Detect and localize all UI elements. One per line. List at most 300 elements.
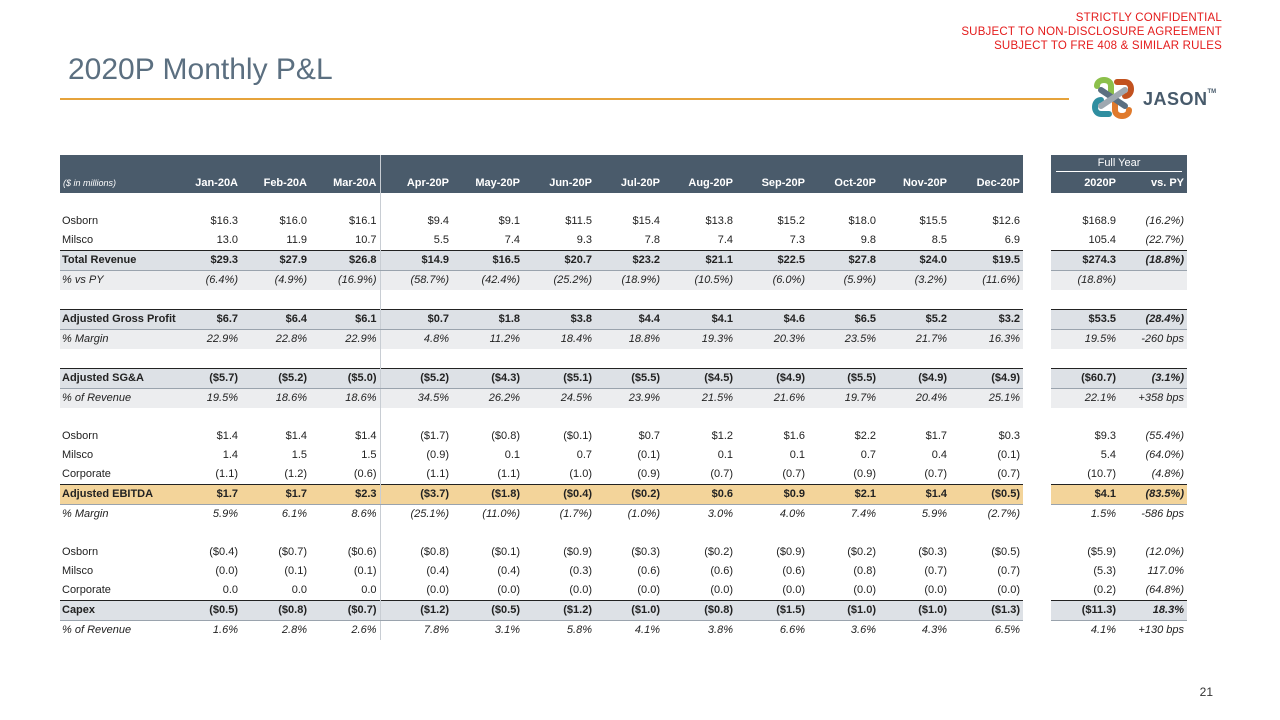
table-cell: (3.2%) [879, 271, 950, 291]
table-cell: $1.6 [783, 430, 805, 442]
confidential-line-3: SUBJECT TO FRE 408 & SIMILAR RULES [994, 40, 1222, 52]
table-cell: $16.5 [452, 251, 523, 271]
table-cell: (0.9) [637, 468, 660, 480]
full-year-value: (10.7) [1087, 468, 1116, 480]
title-underline [60, 98, 1069, 100]
jason-logo [1087, 72, 1227, 124]
table-cell: (1.0) [569, 468, 592, 480]
full-year-value: 19.5% [1051, 330, 1119, 350]
row-label: Milsco [62, 565, 94, 577]
confidential-line-1: STRICTLY CONFIDENTIAL [1075, 12, 1222, 24]
table-cell: $15.4 [632, 215, 660, 227]
table-cell: 9.8 [860, 234, 876, 246]
table-cell: $2.1 [808, 485, 879, 505]
table-cell: $13.8 [705, 215, 733, 227]
table-cell: ($1.0) [808, 601, 879, 621]
table-cell: (11.6%) [950, 271, 1023, 291]
full-year-value: ($5.9) [1087, 546, 1116, 558]
row-label: % of Revenue [60, 389, 184, 409]
table-cell: $4.1 [663, 310, 736, 330]
table-cell: 18.4% [523, 330, 595, 350]
table-row [60, 562, 1187, 581]
table-row [60, 621, 1187, 641]
vs-py-value: +358 bps [1119, 389, 1187, 409]
table-cell: 34.5% [380, 389, 452, 409]
table-cell: 25.1% [950, 389, 1023, 409]
table-cell: $0.3 [998, 430, 1020, 442]
table-cell: 0.1 [717, 449, 733, 461]
column-header-month: Nov-20P [879, 174, 950, 193]
table-cell: ($0.8) [380, 543, 452, 562]
table-cell: $1.8 [452, 310, 523, 330]
table-cell: 21.5% [663, 389, 736, 409]
column-header-month: Jan-20A [184, 174, 241, 193]
table-cell: $0.6 [663, 485, 736, 505]
table-cell: 8.5 [931, 234, 947, 246]
table-cell: 0.7 [860, 449, 876, 461]
table-cell: ($0.5) [991, 546, 1020, 558]
table-cell: $27.9 [241, 251, 310, 271]
table-cell: $1.7 [925, 430, 947, 442]
column-header-month: Jun-20P [523, 174, 595, 193]
table-cell: ($4.3) [452, 369, 523, 389]
table-cell: 19.3% [663, 330, 736, 350]
table-cell: (0.4) [497, 565, 520, 577]
table-cell: $6.5 [808, 310, 879, 330]
table-cell: ($1.0) [595, 601, 663, 621]
table-cell: $29.3 [184, 251, 241, 271]
table-cell: ($5.1) [523, 369, 595, 389]
row-label: % of Revenue [62, 624, 132, 636]
column-header-month: Jul-20P [595, 174, 663, 193]
table-cell: $2.3 [310, 485, 380, 505]
table-cell: (25.2%) [523, 271, 595, 291]
table-row [60, 310, 1187, 330]
table-cell: $27.8 [808, 251, 879, 271]
full-year-group-header [1051, 155, 1187, 174]
table-cell: $9.4 [380, 212, 452, 231]
table-cell: $18.0 [848, 215, 876, 227]
table-cell: ($3.7) [380, 485, 452, 505]
table-cell: (5.9%) [808, 271, 879, 291]
table-cell: (0.0) [497, 584, 520, 596]
table-cell: ($0.5) [452, 601, 523, 621]
table-cell: (0.0) [853, 584, 876, 596]
table-cell: ($0.5) [950, 485, 1023, 505]
table-cell: 6.9 [1004, 234, 1020, 246]
table-cell: ($1.0) [879, 601, 950, 621]
table-cell: ($0.4) [209, 546, 238, 558]
table-header-group-row [60, 155, 1187, 174]
table-cell: 19.7% [808, 389, 879, 409]
vs-py-value: (64.8%) [1145, 584, 1184, 596]
table-cell: ($5.5) [808, 369, 879, 389]
table-cell: ($1.3) [950, 601, 1023, 621]
table-cell: ($0.8) [241, 601, 310, 621]
table-cell: ($0.2) [704, 546, 733, 558]
table-cell: (6.0%) [736, 271, 808, 291]
column-header-month: Mar-20A [310, 174, 380, 193]
table-cell: 23.9% [595, 389, 663, 409]
table-cell: (0.6) [710, 565, 733, 577]
table-cell: (0.0) [924, 584, 947, 596]
table-cell: 3.0% [707, 508, 733, 520]
table-row [60, 505, 1187, 525]
table-cell: 1.6% [212, 624, 238, 636]
vs-py-value: (83.5%) [1119, 485, 1187, 505]
table-cell: ($0.4) [523, 485, 595, 505]
table-cell: 7.4 [504, 234, 520, 246]
table-cell: $15.5 [919, 215, 947, 227]
table-cell: (0.4) [380, 562, 452, 581]
column-header-month: Apr-20P [380, 174, 452, 193]
full-year-value: 1.5% [1090, 508, 1116, 520]
full-year-group-label: Full Year [1056, 157, 1182, 172]
full-year-value: ($11.3) [1051, 601, 1119, 621]
table-cell: 7.3 [789, 234, 805, 246]
full-year-value: $53.5 [1051, 310, 1119, 330]
table-cell: ($0.1) [491, 546, 520, 558]
vs-py-value: (55.4%) [1145, 430, 1184, 442]
table-row [60, 330, 1187, 350]
table-cell: 18.8% [595, 330, 663, 350]
table-cell: $11.5 [565, 215, 592, 227]
table-cell: ($4.9) [879, 369, 950, 389]
table-cell: 18.6% [310, 389, 380, 409]
table-cell: $12.6 [992, 215, 1020, 227]
table-cell: (6.4%) [184, 271, 241, 291]
table-cell: (0.6) [353, 468, 377, 480]
table-cell: $4.4 [595, 310, 663, 330]
table-cell: ($5.7) [184, 369, 241, 389]
row-label: Total Revenue [60, 251, 184, 271]
table-cell: $23.2 [595, 251, 663, 271]
table-cell: ($1.7) [380, 427, 452, 446]
table-cell: 8.6% [351, 508, 377, 520]
table-cell: (11.0%) [482, 508, 520, 520]
table-cell: 4.1% [634, 624, 660, 636]
table-cell: $6.4 [241, 310, 310, 330]
row-label: Adjusted EBITDA [60, 485, 184, 505]
table-row [60, 231, 1187, 251]
table-cell: ($5.5) [595, 369, 663, 389]
full-year-value: ($60.7) [1051, 369, 1119, 389]
table-cell: 1.5 [361, 449, 377, 461]
table-row [60, 581, 1187, 601]
table-cell: 2.6% [351, 624, 377, 636]
table-cell: 5.9% [212, 508, 238, 520]
table-cell: $16.1 [348, 215, 377, 227]
table-cell: (1.2) [284, 468, 307, 480]
column-header-month: Dec-20P [950, 174, 1023, 193]
table-cell: (0.9) [380, 446, 452, 465]
table-cell: 4.0% [779, 508, 805, 520]
table-row [60, 446, 1187, 465]
vs-py-value: (3.1%) [1119, 369, 1187, 389]
table-cell: 4.3% [921, 624, 947, 636]
full-year-value: 4.1% [1090, 624, 1116, 636]
full-year-value: (0.2) [1093, 584, 1116, 596]
confidential-line-2: SUBJECT TO NON-DISCLOSURE AGREEMENT [961, 26, 1222, 38]
table-cell: 18.6% [241, 389, 310, 409]
column-header-full-year: vs. PY [1119, 174, 1187, 193]
table-cell: 2.8% [281, 624, 307, 636]
table-cell: 0.7 [576, 449, 592, 461]
table-cell: 5.9% [921, 508, 947, 520]
row-label: Corporate [62, 468, 111, 480]
table-cell: 0.1 [789, 449, 805, 461]
table-cell: 22.8% [241, 330, 310, 350]
vs-py-value [1119, 271, 1187, 291]
table-cell: 6.1% [281, 508, 307, 520]
table-cell: ($0.3) [918, 546, 947, 558]
table-cell: $19.5 [950, 251, 1023, 271]
table-cell: (0.7) [997, 565, 1020, 577]
table-cell: ($4.5) [663, 369, 736, 389]
table-cell: (25.1%) [380, 505, 452, 525]
row-label: Milsco [62, 234, 94, 246]
full-year-value: 22.1% [1051, 389, 1119, 409]
row-label: % Margin [60, 330, 184, 350]
monthly-pl-table [60, 155, 1187, 640]
table-cell: 26.2% [452, 389, 523, 409]
table-header-row [60, 174, 1187, 193]
table-cell: (1.1) [497, 468, 520, 480]
full-year-value: $274.3 [1051, 251, 1119, 271]
table-cell: $24.0 [879, 251, 950, 271]
table-cell: 22.9% [310, 330, 380, 350]
vs-py-value: +130 bps [1138, 624, 1184, 636]
table-cell: (0.8) [853, 565, 876, 577]
table-cell: 7.8% [380, 621, 452, 641]
table-cell: 23.5% [808, 330, 879, 350]
vs-py-value: -586 bps [1141, 508, 1184, 520]
table-row [60, 601, 1187, 621]
row-label: Adjusted SG&A [60, 369, 184, 389]
table-cell: $1.7 [184, 485, 241, 505]
table-cell: ($0.6) [347, 546, 377, 558]
table-row [60, 485, 1187, 505]
table-cell: $1.4 [216, 430, 238, 442]
table-cell: (0.7) [924, 468, 947, 480]
table-cell: ($1.8) [452, 485, 523, 505]
table-cell: (0.0) [215, 565, 238, 577]
column-header-month: Feb-20A [241, 174, 310, 193]
table-cell: (0.7) [924, 565, 947, 577]
table-cell: $0.7 [380, 310, 452, 330]
table-cell: ($0.7) [278, 546, 307, 558]
table-cell: 19.5% [184, 389, 241, 409]
table-cell: $1.7 [241, 485, 310, 505]
table-cell: 7.4% [850, 508, 876, 520]
table-cell: (2.7%) [987, 508, 1020, 520]
table-cell: 7.8 [644, 234, 660, 246]
table-cell: 11.2% [452, 330, 523, 350]
table-cell: (1.1) [215, 468, 238, 480]
table-cell: ($0.2) [595, 485, 663, 505]
table-cell: $26.8 [310, 251, 380, 271]
table-cell: $6.7 [184, 310, 241, 330]
table-cell: (0.0) [637, 584, 660, 596]
jason-wordmark [1143, 89, 1216, 110]
table-cell: ($0.7) [310, 601, 380, 621]
table-cell: (4.9%) [241, 271, 310, 291]
table-cell: (0.6) [637, 565, 660, 577]
table-row [60, 369, 1187, 389]
vs-py-value: -260 bps [1119, 330, 1187, 350]
table-cell: $6.1 [310, 310, 380, 330]
table-cell: (0.1) [284, 565, 307, 577]
table-cell: (10.5%) [663, 271, 736, 291]
table-cell: 0.1 [504, 449, 520, 461]
full-year-value: $9.3 [1094, 430, 1116, 442]
table-cell: 3.1% [494, 624, 520, 636]
table-cell: (18.9%) [595, 271, 663, 291]
full-year-value: 5.4 [1100, 449, 1116, 461]
page-title: 2020P Monthly P&L [68, 53, 333, 86]
table-cell: $1.4 [285, 430, 307, 442]
table-cell: (0.1) [353, 565, 377, 577]
vs-py-value: (22.7%) [1145, 234, 1184, 246]
table-cell: $22.5 [736, 251, 808, 271]
table-cell: ($0.1) [563, 430, 592, 442]
table-cell: (16.9%) [310, 271, 380, 291]
table-cell: $21.1 [663, 251, 736, 271]
table-cell: $3.8 [523, 310, 595, 330]
table-row [60, 427, 1187, 446]
table-cell: 6.5% [994, 624, 1020, 636]
table-cell: (0.1) [997, 449, 1020, 461]
table-cell: (0.7) [782, 468, 805, 480]
row-label: % Margin [62, 508, 109, 520]
table-cell: $15.2 [777, 215, 805, 227]
table-cell: $1.4 [879, 485, 950, 505]
table-cell: 3.8% [707, 624, 733, 636]
table-cell: 1.5 [291, 449, 307, 461]
table-cell: $1.2 [711, 430, 733, 442]
table-cell: ($5.2) [241, 369, 310, 389]
table-cell: 0.4 [931, 449, 947, 461]
table-cell: (58.7%) [380, 271, 452, 291]
full-year-value: $168.9 [1082, 215, 1116, 227]
spacer-row [60, 408, 1187, 427]
table-cell: ($0.9) [563, 546, 592, 558]
row-label: Adjusted Gross Profit [60, 310, 184, 330]
table-cell: $1.4 [355, 430, 377, 442]
table-cell: 4.8% [380, 330, 452, 350]
table-cell: 20.3% [736, 330, 808, 350]
table-cell: ($0.8) [663, 601, 736, 621]
full-year-value: (18.8%) [1051, 271, 1119, 291]
table-cell: (0.0) [380, 581, 452, 601]
table-cell: ($0.5) [184, 601, 241, 621]
table-cell: 0.0 [291, 584, 307, 596]
table-cell: 21.6% [736, 389, 808, 409]
table-cell: $14.9 [380, 251, 452, 271]
table-row [60, 212, 1187, 231]
vs-py-value: (28.4%) [1119, 310, 1187, 330]
table-cell: ($0.2) [847, 546, 876, 558]
table-cell: 9.3 [576, 234, 592, 246]
confidentiality-notice [961, 11, 1222, 53]
table-cell: ($0.8) [491, 430, 520, 442]
table-cell: ($4.9) [950, 369, 1023, 389]
column-header-month: Sep-20P [736, 174, 808, 193]
table-cell: (1.1) [380, 465, 452, 485]
table-cell: (0.0) [569, 584, 592, 596]
table-cell: (0.0) [997, 584, 1020, 596]
column-header-full-year: 2020P [1051, 174, 1119, 193]
column-header-month: May-20P [452, 174, 523, 193]
table-cell: ($0.9) [776, 546, 805, 558]
trademark-symbol: TM [1207, 89, 1217, 95]
table-cell: 5.5 [380, 231, 452, 251]
column-header-month: Aug-20P [663, 174, 736, 193]
table-cell: ($0.3) [631, 546, 660, 558]
vs-py-value: (12.0%) [1145, 546, 1184, 558]
spacer-row [60, 193, 1187, 212]
table-cell: $16.3 [210, 215, 238, 227]
table-body [60, 193, 1187, 640]
table-row [60, 251, 1187, 271]
table-row [60, 271, 1187, 291]
table-cell: $9.1 [498, 215, 520, 227]
table-row [60, 543, 1187, 562]
full-year-value: (5.3) [1093, 565, 1116, 577]
table-cell: (0.7) [997, 468, 1020, 480]
table-cell: ($5.0) [310, 369, 380, 389]
table-cell: $5.2 [879, 310, 950, 330]
table-cell: (0.3) [569, 565, 592, 577]
row-label: Milsco [62, 449, 94, 461]
table-cell: (0.0) [782, 584, 805, 596]
row-label: % vs PY [60, 271, 184, 291]
spacer-row [60, 349, 1187, 369]
table-cell: $0.9 [736, 485, 808, 505]
spacer-row [60, 290, 1187, 310]
table-cell: ($1.2) [380, 601, 452, 621]
spacer-row [60, 524, 1187, 543]
table-cell: 20.4% [879, 389, 950, 409]
table-cell: (0.0) [710, 584, 733, 596]
table-cell: $0.7 [638, 430, 660, 442]
table-cell: ($1.2) [523, 601, 595, 621]
row-label: Osborn [62, 215, 99, 227]
row-label: Corporate [62, 584, 111, 596]
row-label: Osborn [62, 430, 99, 442]
table-cell: $4.6 [736, 310, 808, 330]
table-cell: ($1.5) [736, 601, 808, 621]
column-header-month: Oct-20P [808, 174, 879, 193]
table-cell: 16.3% [950, 330, 1023, 350]
vs-py-value: (4.8%) [1151, 468, 1184, 480]
page-number: 21 [1199, 685, 1213, 699]
table-cell: 1.4 [222, 449, 238, 461]
table-cell: 11.9 [286, 234, 307, 246]
table-cell: $2.2 [854, 430, 876, 442]
vs-py-value: 117.0% [1147, 565, 1184, 577]
table-cell: $16.0 [279, 215, 307, 227]
table-cell: (1.7%) [559, 508, 592, 520]
table-row [60, 389, 1187, 409]
table-cell: 0.0 [361, 584, 377, 596]
table-cell: (0.7) [710, 468, 733, 480]
table-cell: 13.0 [216, 234, 238, 246]
jason-wordmark-text: JASON [1143, 89, 1208, 109]
table-cell: (1.0%) [627, 508, 660, 520]
table-cell: 21.7% [879, 330, 950, 350]
row-label: Capex [60, 601, 184, 621]
